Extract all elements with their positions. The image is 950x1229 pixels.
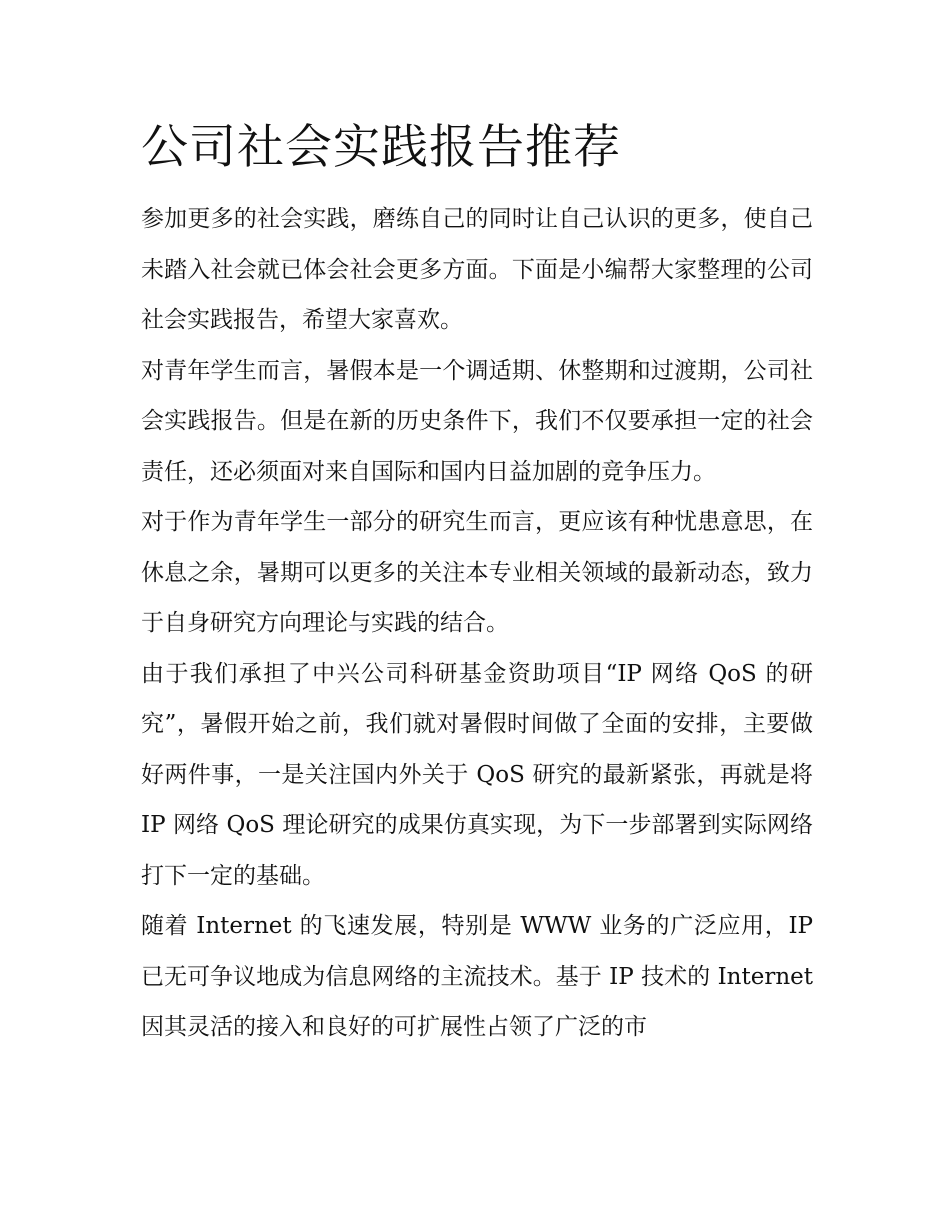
paragraph-zte-project: 由于我们承担了中兴公司科研基金资助项目“IP 网络 QoS 的研究”，暑假开始之前，我们就对暑假时间做了全面的安排，主要做好两件事，一是关注国内外关于 QoS 研究的最新紧张，再就是将 IP 网络 QoS 理论研究的成果仿真实现，为下一步部署到实际网络打下一定的基础。	[141, 660, 813, 889]
paragraph-intro: 参加更多的社会实践，磨练自己的同时让自己认识的更多，使自己未踏入社会就已体会社会更多方面。下面是小编帮大家整理的公司社会实践报告，希望大家喜欢。	[141, 206, 813, 333]
paragraph-graduate-students: 对于作为青年学生一部分的研究生而言，更应该有种忧患意思，在休息之余，暑期可以更多的关注本专业相关领域的最新动态，致力于自身研究方向理论与实践的结合。	[141, 509, 813, 636]
paragraph-summer-vacation: 对青年学生而言，暑假本是一个调适期、休整期和过渡期，公司社会实践报告。但是在新的历史条件下，我们不仅要承担一定的社会责任，还必须面对来自国际和国内日益加剧的竞争压力。	[141, 357, 813, 485]
paragraph-internet-development: 随着 Internet 的飞速发展，特别是 WWW 业务的广泛应用，IP 已无可争议地成为信息网络的主流技术。基于 IP 技术的 Internet 因其灵活的接入和良好的可扩展性占领了广泛的市	[141, 913, 813, 1040]
document-body	[141, 112, 813, 1053]
document-title: 公司社会实践报告推荐	[141, 120, 621, 175]
